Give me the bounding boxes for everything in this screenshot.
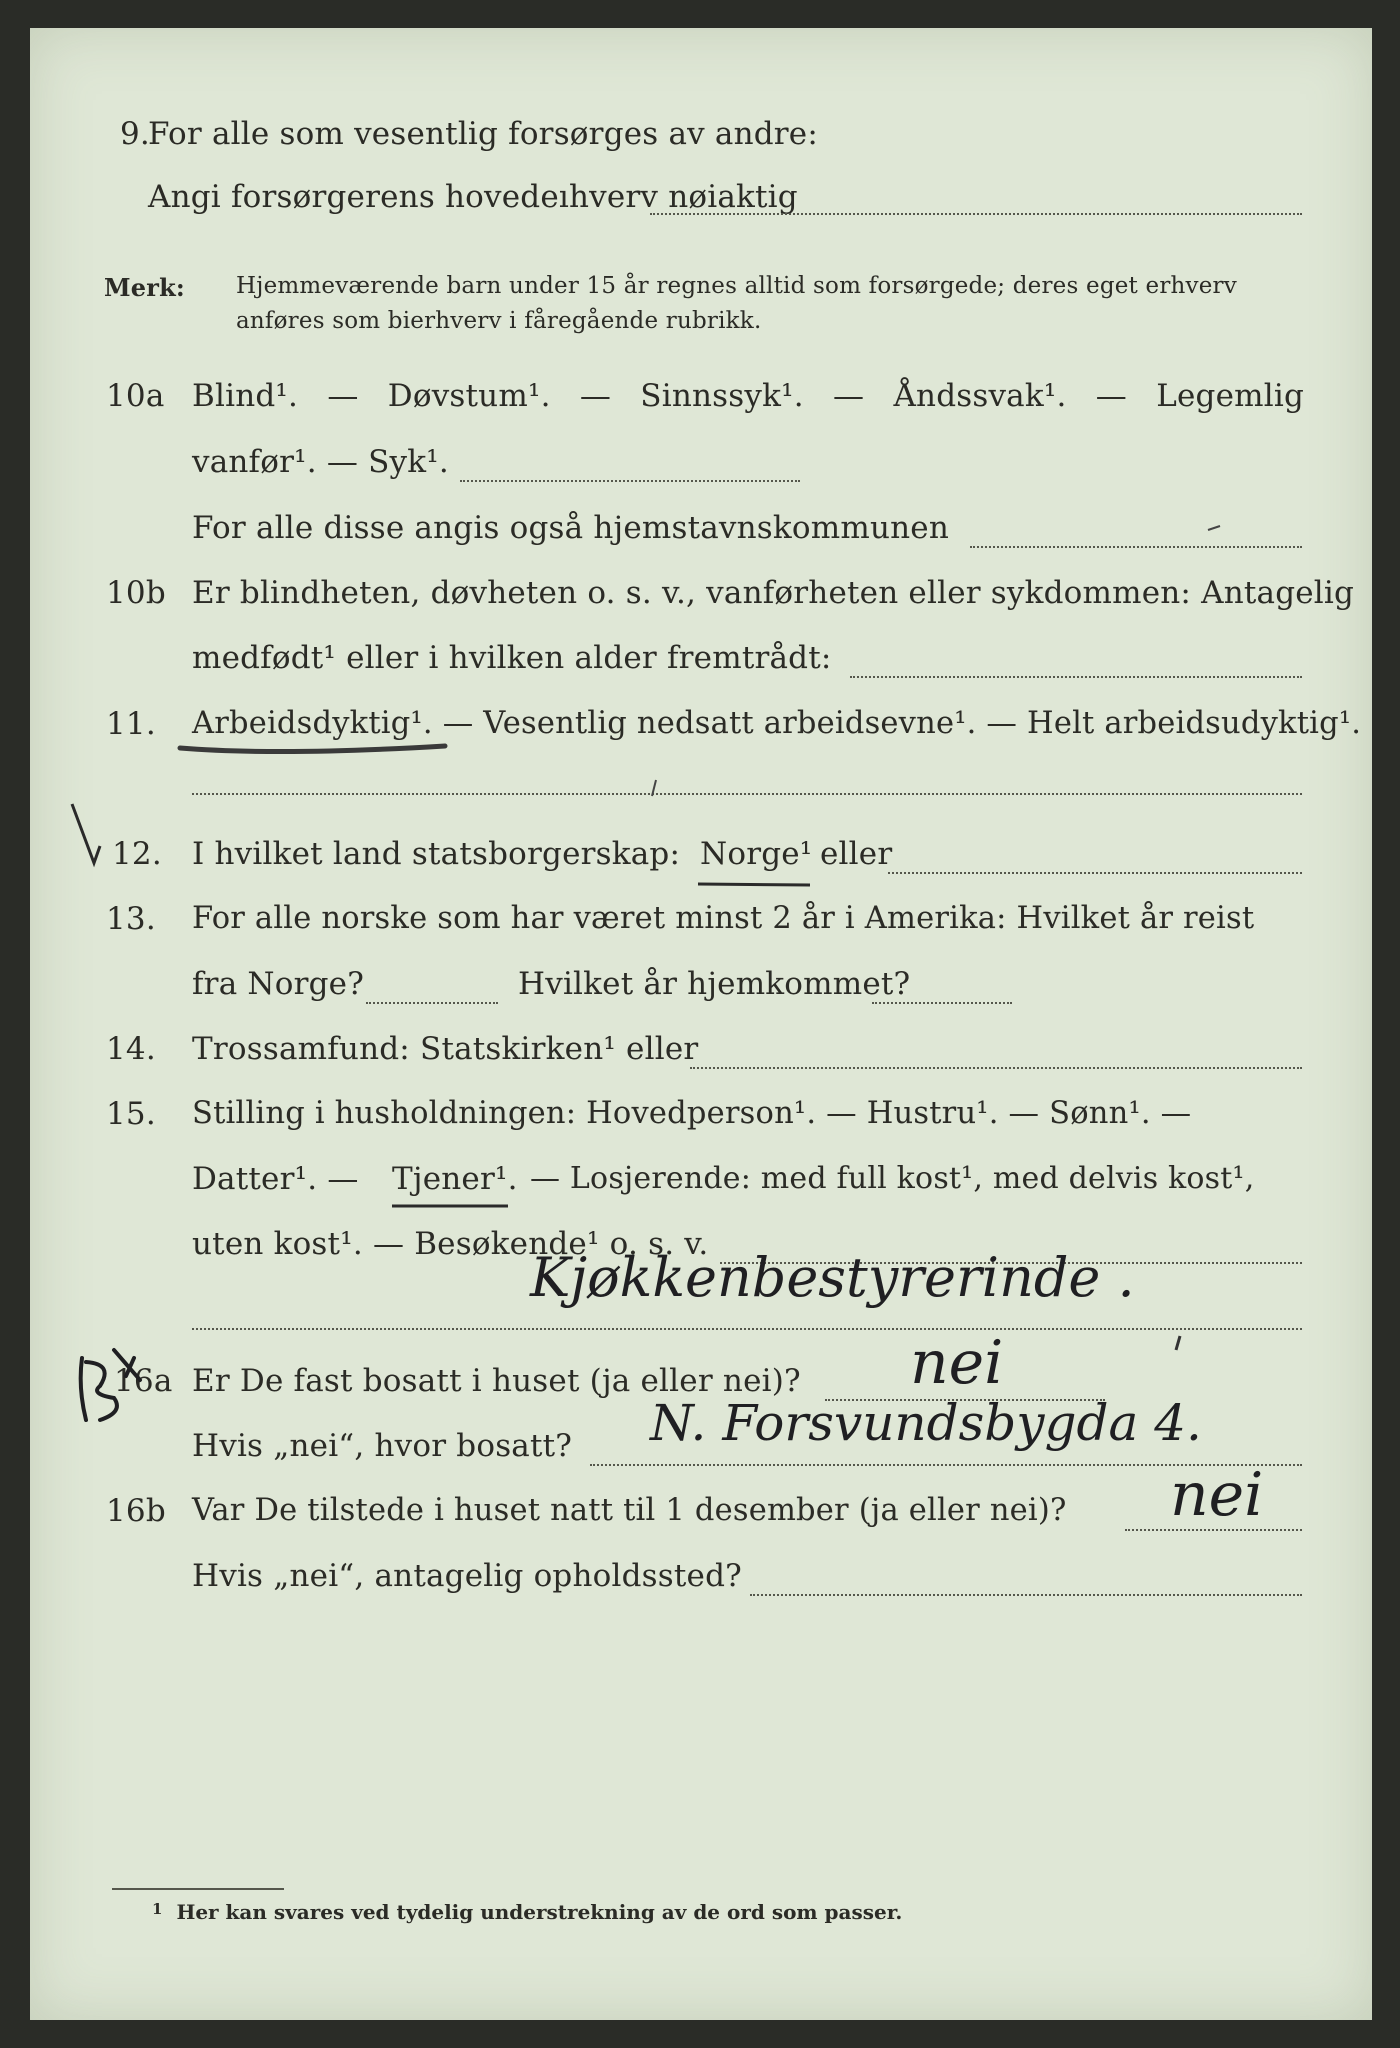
handwritten-bosatt-answer: nei <box>910 1328 1004 1398</box>
q12-text-c: eller <box>820 836 893 872</box>
q10b-text-1: Er blindheten, døvheten o. s. v., vanførheten eller sykdommen: Antagelig <box>192 575 1355 611</box>
q10a-row-2 <box>30 444 1372 488</box>
q16a-number: 16a <box>114 1363 173 1399</box>
q10a-hjemstavn-line[interactable] <box>970 546 1302 548</box>
merk-text-1: Hjemmeværende barn under 15 år regnes alltid som forsørgede; deres eget erhverv <box>236 273 1237 299</box>
footnote-text: Her kan svares ved tydelig understrekning av de ord som passer. <box>176 1900 903 1924</box>
q15-text-1: Stilling i husholdningen: Hovedperson¹. — Hustru¹. — Sønn¹. — <box>192 1096 1192 1131</box>
q10a-row-3 <box>30 510 1372 554</box>
option-legemlig[interactable]: Legemlig <box>1156 378 1304 414</box>
q10a-text-2: vanfør¹. — Syk¹. <box>192 444 449 480</box>
q11-row-1 <box>30 706 1372 750</box>
q12-answer-line[interactable] <box>888 872 1302 874</box>
q12-row <box>30 836 1372 880</box>
q9-text-2: Angi forsørgerens hovedeıhverv nøiaktig <box>148 179 798 215</box>
q9-row-1 <box>30 116 1372 160</box>
footnote-mark: 1 <box>152 1900 163 1918</box>
q10a-number: 10a <box>106 378 165 414</box>
dash: — <box>579 378 612 414</box>
q10a-row-1 <box>30 378 1372 422</box>
q12-text-a: I hvilket land statsborgerskap: <box>192 836 681 872</box>
underline-norge <box>698 884 810 885</box>
q14-text: Trossamfund: Statskirken¹ eller <box>192 1031 699 1067</box>
q15-answer-line-2[interactable] <box>192 1328 1302 1330</box>
merk-label: Merk: <box>104 273 185 302</box>
q10b-answer-line[interactable] <box>850 676 1302 678</box>
q14-number: 14. <box>106 1031 156 1067</box>
q14-row <box>30 1031 1372 1075</box>
q9-number: 9. <box>120 116 150 152</box>
q16b-number: 16b <box>106 1493 166 1529</box>
q10a-syk-line[interactable] <box>460 480 800 482</box>
q12-option-norge[interactable]: Norge¹ <box>700 836 813 872</box>
q9-text-1: For alle som vesentlig forsørges av andre: <box>148 116 818 152</box>
q15-text-2a: Datter¹. — <box>192 1161 359 1197</box>
q13-hjemkommet-line[interactable] <box>872 1002 1012 1004</box>
q11-answer-line[interactable] <box>192 793 1302 795</box>
q15-option-tjener[interactable]: Tjener¹. <box>392 1161 518 1197</box>
q13-text-2a: fra Norge? <box>192 966 365 1002</box>
handwritten-tilstede: nei <box>1170 1460 1264 1530</box>
dash: — <box>1095 378 1127 414</box>
q15-row-2 <box>30 1161 1372 1205</box>
dash: — <box>327 378 359 414</box>
handwritten-bosatt-hvor: N. Forsvundsbygda 4. <box>650 1394 1202 1452</box>
q12-number: 12. <box>112 836 162 872</box>
q10b-row-2 <box>30 640 1372 684</box>
q10b-row-1 <box>30 575 1372 619</box>
option-andssvak[interactable]: Åndssvak¹. <box>893 378 1067 414</box>
merk-row-2 <box>30 308 1372 352</box>
option-blind[interactable]: Blind¹. <box>192 378 299 414</box>
q16a-text-2: Hvis „nei“, hvor bosatt? <box>192 1428 573 1464</box>
q15-row-1 <box>30 1096 1372 1140</box>
q9-row-2 <box>30 179 1372 223</box>
q16a-text-1: Er De fast bosatt i huset (ja eller nei)? <box>192 1363 801 1399</box>
q10b-number: 10b <box>106 575 166 611</box>
footnote-rule <box>112 1888 284 1890</box>
q13-number: 13. <box>106 901 156 937</box>
q14-answer-line[interactable] <box>690 1067 1302 1069</box>
option-dovstum[interactable]: Døvstum¹. <box>387 378 551 414</box>
footnote <box>152 1900 902 1924</box>
q11-number: 11. <box>106 706 156 742</box>
handwritten-stilling: Kjøkkenbestyrerinde . <box>530 1246 1135 1309</box>
merk-text-2: anføres som bierhverv i fåregående rubrikk. <box>236 308 762 334</box>
q16b-answer-line-2[interactable] <box>750 1594 1302 1596</box>
q10b-text-2: medfødt¹ eller i hvilken alder fremtrådt: <box>192 640 832 676</box>
q16b-text-1: Var De tilstede i huset natt til 1 desember (ja eller nei)? <box>192 1493 1067 1528</box>
q16b-row-2 <box>30 1558 1372 1602</box>
dash: — <box>833 378 865 414</box>
q13-text-2b: Hvilket år hjemkommet? <box>518 966 911 1002</box>
q13-text-1: For alle norske som har været minst 2 år i Amerika: Hvilket år reist <box>192 901 1255 936</box>
option-sinnssyk[interactable]: Sinnssyk¹. <box>640 378 804 414</box>
q15-number: 15. <box>106 1096 156 1132</box>
q15-text-2c: — Losjerende: med full kost¹, med delvis kost¹, <box>530 1161 1255 1196</box>
q15-text-3: uten kost¹. — Besøkende¹ o. s. v. <box>192 1226 709 1262</box>
q13-row-1 <box>30 901 1372 945</box>
q16b-text-2: Hvis „nei“, antagelig opholdssted? <box>192 1558 742 1594</box>
q9-answer-line[interactable] <box>650 213 1302 215</box>
q13-row-2 <box>30 966 1372 1010</box>
q10a-text-3: For alle disse angis også hjemstavnskommunen <box>192 510 949 546</box>
q11-text: Arbeidsdyktig¹. — Vesentlig nedsatt arbeidsevne¹. — Helt arbeidsudyktig¹. <box>192 706 1362 741</box>
census-form-page <box>30 28 1372 2020</box>
q13-reist-line[interactable] <box>366 1002 498 1004</box>
